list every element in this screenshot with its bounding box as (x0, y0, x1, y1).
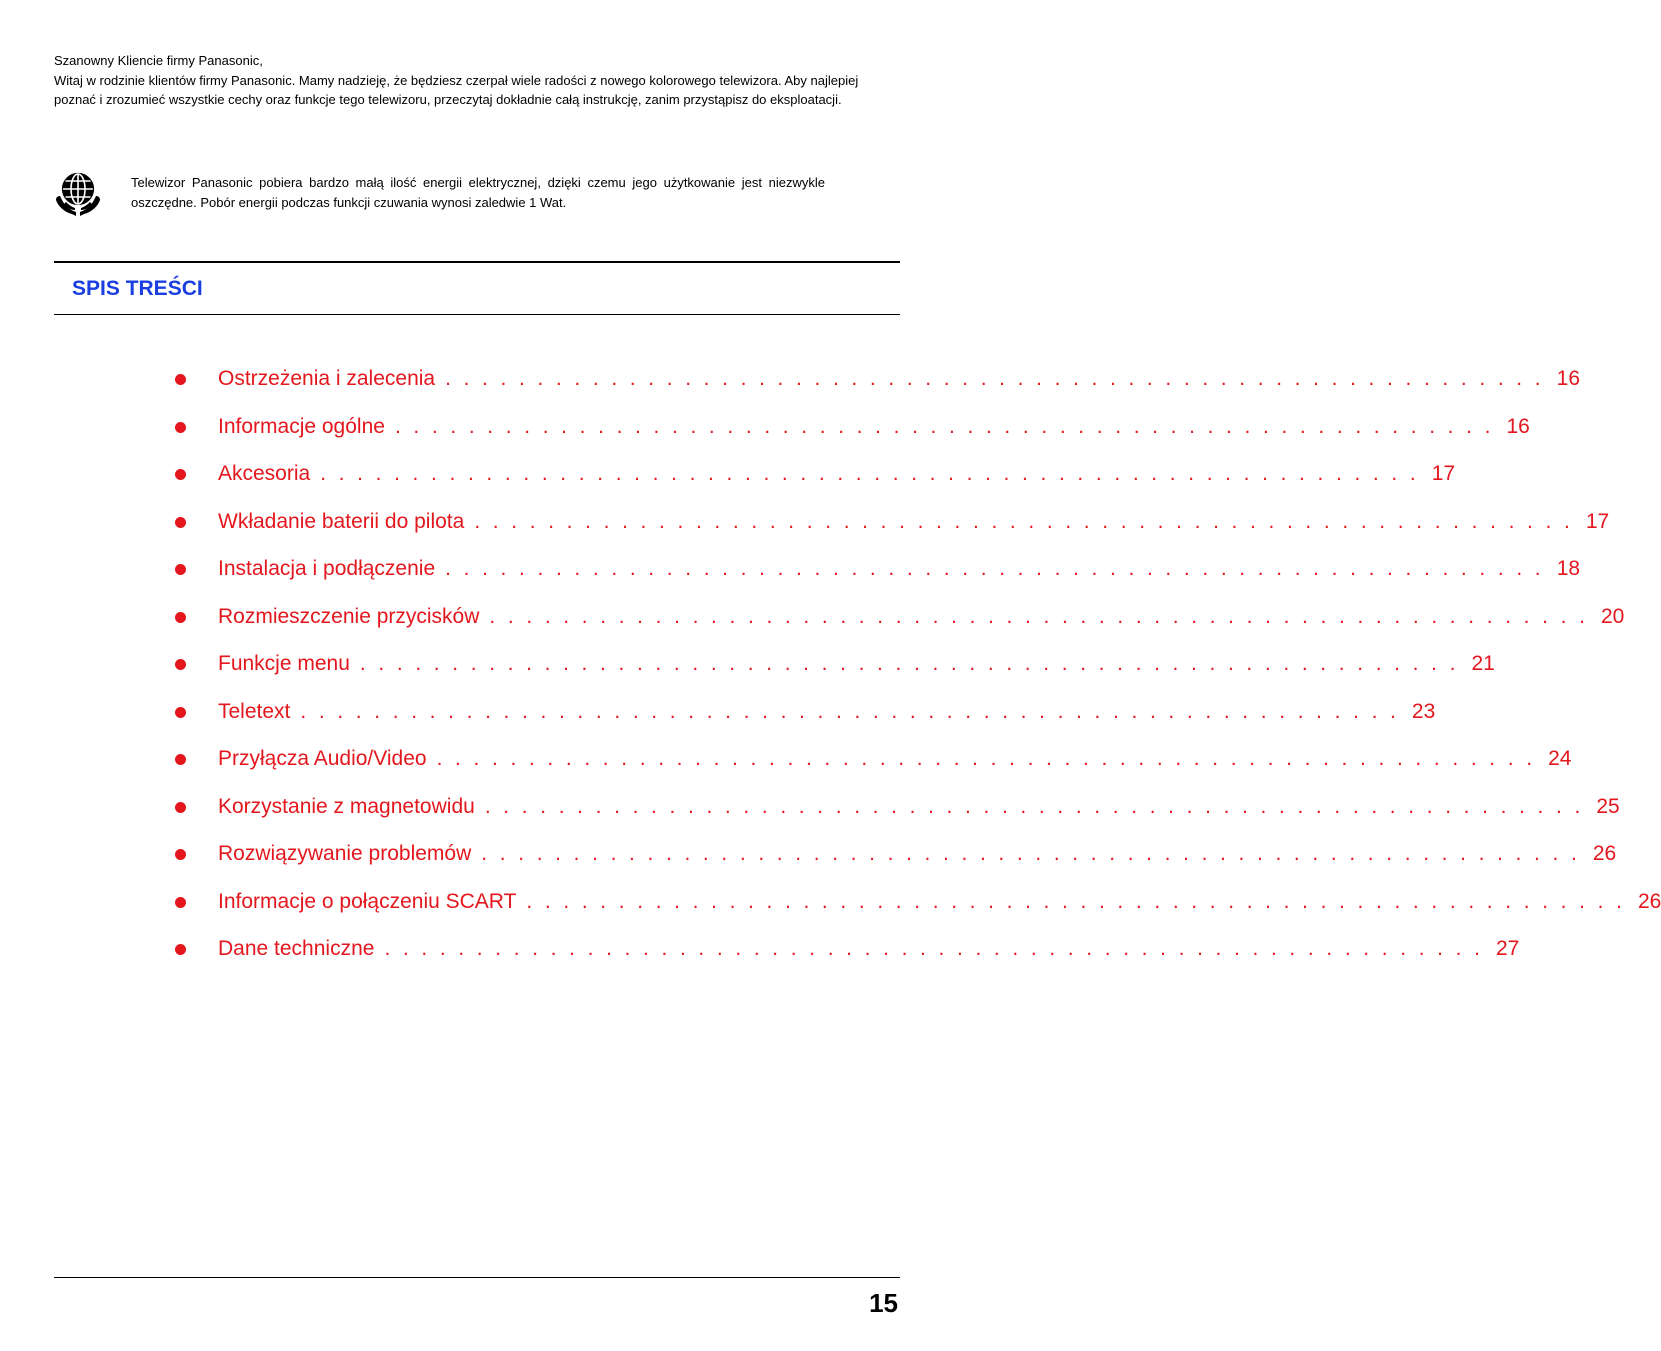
toc-item[interactable] (170, 934, 1520, 982)
toc-item[interactable] (170, 649, 1495, 697)
toc-item[interactable] (170, 412, 1530, 460)
toc-item-page: 21 (1471, 652, 1495, 675)
toc-item[interactable] (170, 697, 1436, 745)
toc-item[interactable] (170, 602, 1625, 650)
toc-item[interactable] (170, 554, 1581, 602)
toc-item-title: Teletext (218, 699, 291, 723)
intro-text (54, 51, 902, 110)
bullet-icon (175, 564, 186, 575)
bullet-icon (175, 707, 186, 718)
toc-leader-dots: . . . . . . . . . . . . . . . . . . . . . . . . . . . . . . . . . . . . . . . . . . . . . . . . . . . . . . . . . . . . (384, 937, 1484, 960)
toc-item-page: 17 (1431, 462, 1456, 485)
toc-leader-dots: . . . . . . . . . . . . . . . . . . . . . . . . . . . . . . . . . . . . . . . . . . . . . . . . . . . . . . . . . . . . (484, 794, 1584, 818)
bullet-icon (175, 517, 186, 528)
toc-leader-dots: . . . . . . . . . . . . . . . . . . . . . . . . . . . . . . . . . . . . . . . . . . . . . . . . . . . . . . . . . . . . (489, 604, 1589, 628)
toc-item-title: Rozwiązywanie problemów (218, 842, 472, 865)
intro-body: Witaj w rodzinie klientów firmy Panasonic. Mamy nadzieję, że będziesz czerpał wiele radości z nowego kolorowego telewizora. Aby najlepiej poznać i zrozumieć wszystkie cechy oraz funkcje tego telewizoru, przeczytaj dokładnie całą instrukcję, zanim przystąpisz do eksploatacji. (54, 72, 859, 107)
page-number: 15 (869, 1288, 898, 1318)
toc-item-page: 25 (1596, 794, 1620, 818)
toc-item[interactable] (170, 887, 1661, 935)
section-divider-middle (54, 314, 900, 315)
toc-item[interactable] (170, 507, 1610, 555)
toc-item-title: Dane techniczne (218, 937, 375, 960)
toc-item-page: 23 (1411, 699, 1436, 723)
toc-leader-dots: . . . . . . . . . . . . . . . . . . . . . . . . . . . . . . . . . . . . . . . . . . . . . . . . . . . . . . . . . . . . (474, 509, 1574, 533)
toc-item-page: 26 (1637, 889, 1661, 913)
toc-item-page: 26 (1592, 842, 1617, 865)
toc-item-page: 16 (1556, 367, 1581, 390)
toc-leader-dots: . . . . . . . . . . . . . . . . . . . . . . . . . . . . . . . . . . . . . . . . . . . . . . . . . . . . . . . . . . . . (445, 557, 1545, 580)
toc-item-title: Informacje o połączeniu SCART (218, 889, 517, 913)
globe-in-hands-icon (54, 170, 102, 218)
toc-leader-dots: . . . . . . . . . . . . . . . . . . . . . . . . . . . . . . . . . . . . . . . . . . . . . . . . . . . . . . . . . . . . (359, 652, 1459, 675)
toc-item-title: Informacje ogólne (218, 414, 385, 438)
toc-item-title: Akcesoria (218, 462, 311, 485)
toc-leader-dots: . . . . . . . . . . . . . . . . . . . . . . . . . . . . . . . . . . . . . . . . . . . . . . . . . . . . . . . . . . . . (394, 414, 1494, 438)
bullet-icon (175, 802, 186, 813)
toc-item-title: Ostrzeżenia i zalecenia (218, 367, 436, 390)
toc-item[interactable] (170, 839, 1617, 887)
toc-item-title: Wkładanie baterii do pilota (218, 509, 465, 533)
bullet-icon (175, 659, 186, 670)
section-divider-top (54, 261, 900, 263)
toc-item-title: Korzystanie z magnetowidu (218, 794, 475, 818)
bullet-icon (175, 469, 186, 480)
bullet-icon (175, 754, 186, 765)
toc-item[interactable] (170, 364, 1581, 412)
toc-leader-dots: . . . . . . . . . . . . . . . . . . . . . . . . . . . . . . . . . . . . . . . . . . . . . . . . . . . . . . . . . . . . (320, 462, 1420, 485)
toc-item-page: 24 (1548, 747, 1572, 770)
toc-item-title: Przyłącza Audio/Video (218, 747, 427, 770)
toc-leader-dots: . . . . . . . . . . . . . . . . . . . . . . . . . . . . . . . . . . . . . . . . . . . . . . . . . . . . . . . . . . . . (445, 367, 1545, 390)
toc-leader-dots: . . . . . . . . . . . . . . . . . . . . . . . . . . . . . . . . . . . . . . . . . . . . . . . . . . . . . . . . . . . . (300, 699, 1400, 723)
toc-item-title: Funkcje menu (218, 652, 350, 675)
toc-leader-dots: . . . . . . . . . . . . . . . . . . . . . . . . . . . . . . . . . . . . . . . . . . . . . . . . . . . . . . . . . . . . (526, 889, 1626, 913)
toc-item-page: 27 (1495, 937, 1520, 960)
energy-saving-note: Telewizor Panasonic pobiera bardzo małą ilość energii elektrycznej, dzięki czemu jego użytkowanie jest niezwykle oszczędne. Pobór energii podczas funkcji czuwania wynosi zaledwie 1 Wat. (131, 175, 825, 210)
footer-divider (54, 1277, 900, 1278)
toc-item[interactable] (170, 744, 1572, 792)
toc-item-page: 17 (1585, 509, 1610, 533)
toc-item[interactable] (170, 792, 1620, 840)
toc-leader-dots: . . . . . . . . . . . . . . . . . . . . . . . . . . . . . . . . . . . . . . . . . . . . . . . . . . . . . . . . . . . . (481, 842, 1581, 865)
toc-leader-dots: . . . . . . . . . . . . . . . . . . . . . . . . . . . . . . . . . . . . . . . . . . . . . . . . . . . . . . . . . . . . (436, 747, 1536, 770)
toc-item-page: 18 (1556, 557, 1581, 580)
toc-item-title: Instalacja i podłączenie (218, 557, 436, 580)
table-of-contents (170, 364, 1661, 982)
bullet-icon (175, 612, 186, 623)
toc-item[interactable] (170, 459, 1456, 507)
toc-item-page: 20 (1600, 604, 1625, 628)
toc-item-title: Rozmieszczenie przycisków (218, 604, 480, 628)
bullet-icon (175, 422, 186, 433)
toc-heading: SPIS TREŚCI (72, 277, 203, 300)
bullet-icon (175, 944, 186, 955)
toc-item-page: 16 (1506, 414, 1530, 438)
bullet-icon (175, 897, 186, 908)
bullet-icon (175, 374, 186, 385)
intro-greeting: Szanowny Kliencie firmy Panasonic, (54, 53, 263, 68)
bullet-icon (175, 849, 186, 860)
